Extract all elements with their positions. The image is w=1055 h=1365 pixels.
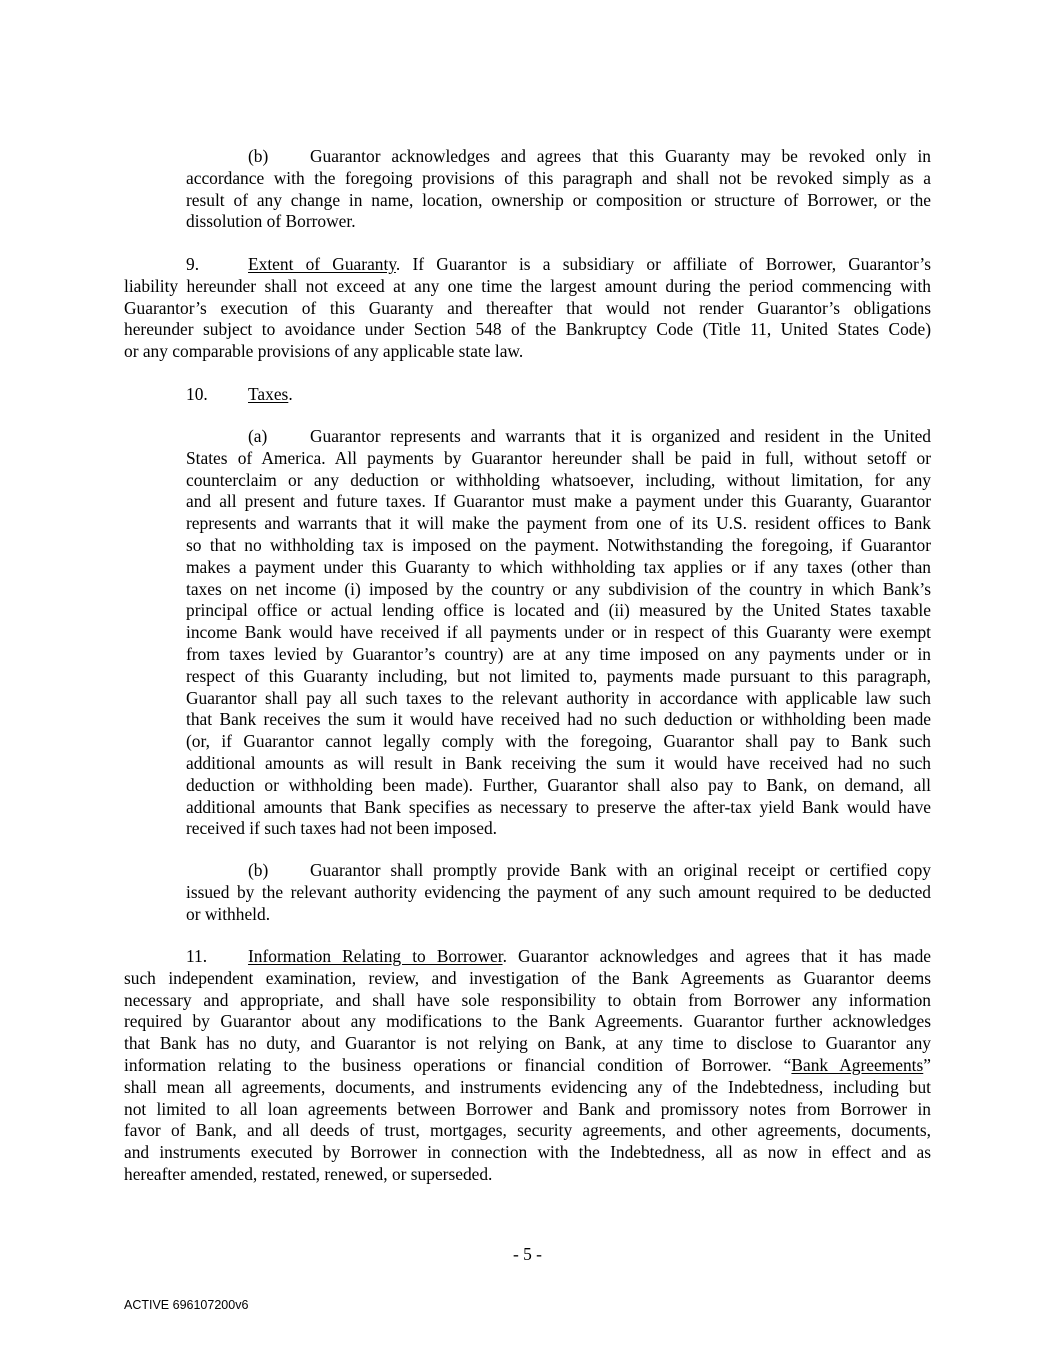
paragraph-11-line: such independent examination, review, and investigation of the Bank Agreements as Guarantor deems [124, 967, 931, 988]
paragraph-11-line: favor of Bank, and all deeds of trust, mortgages, security agreements, and other agreements, documents, [124, 1120, 931, 1141]
paragraph-9-line-5: or any comparable provisions of any applicable state law. [124, 341, 524, 362]
section-10-heading: Taxes [248, 384, 289, 404]
paragraph-10a-line: additional amounts as will result in Bank receiving the sum it would have received had no such [186, 752, 931, 773]
paragraph-11-line: and instruments executed by Borrower in connection with the Indebtedness, all as now in effect and as [124, 1142, 931, 1163]
paragraph-10a-line: principal office or actual lending office is located and (ii) measured by the United States taxable [186, 600, 931, 621]
paragraph-10b-line-1: (b) Guarantor shall promptly provide Bank with an original receipt or certified copy [248, 860, 931, 880]
paragraph-10a-line: represents and warrants that it will make the payment from one of its U.S. resident offices to Bank [186, 513, 931, 534]
paragraph-9 [124, 254, 931, 363]
paragraph-9-line-1: 9. Extent of Guaranty. If Guarantor is a subsidiary or affiliate of Borrower, Guarantor’s [186, 254, 931, 274]
paragraph-9-line-2: liability hereunder shall not exceed at any one time the largest amount during the period commencing with [124, 275, 931, 296]
paragraph-11-line-1: 11. Information Relating to Borrower. Guarantor acknowledges and agrees that it has made [186, 946, 931, 966]
paragraph-10a-line: additional amounts that Bank specifies as necessary to preserve the after-tax yield Bank would have [186, 796, 931, 817]
paragraph-11-line: not limited to all loan agreements between Borrower and Bank and promissory notes from Borrower in [124, 1098, 931, 1119]
paragraph-10b [186, 860, 931, 925]
section-9-heading: Extent of Guaranty [248, 254, 396, 274]
paragraph-10a-line: States of America. All payments by Guarantor hereunder shall be paid in full, without setoff or [186, 447, 931, 468]
paragraph-11-line: that Bank has no duty, and Guarantor is not relying on Bank, at any time to disclose to Guarantor any [124, 1033, 931, 1054]
paragraph-10a-line: respect of this Guaranty including, but not limited to, payments made pursuant to this paragraph, [186, 665, 931, 686]
paragraph-8b [186, 146, 931, 233]
paragraph-11-line: necessary and appropriate, and shall have sole responsibility to obtain from Borrower any information [124, 989, 931, 1010]
paragraph-8b-line-3: result of any change in name, location, ownership or composition or structure of Borrower, or the [186, 189, 931, 210]
paragraph-10a-line: (or, if Guarantor cannot legally comply with the foregoing, Guarantor shall pay to Bank such [186, 731, 931, 752]
section-10-number: 10. [186, 384, 208, 404]
paragraph-11-term-line: information relating to the business operations or financial condition of Borrower. “Bank Agreements” [124, 1054, 931, 1075]
paragraph-9-line-4: hereunder subject to avoidance under Section 548 of the Bankruptcy Code (Title 11, United States Code) [124, 319, 931, 340]
paragraph-10a-line: taxes on net income (i) imposed by the country or any subdivision of the country in which Bank’s [186, 578, 931, 599]
section-11-number: 11. [186, 946, 208, 966]
paragraph-9-line-3: Guarantor’s execution of this Guaranty and thereafter that would not render Guarantor’s obligations [124, 297, 931, 318]
paragraph-10a-line: Guarantor shall pay all such taxes to the relevant authority in accordance with applicable law such [186, 687, 931, 708]
paragraph-10a-line: from taxes levied by Guarantor’s country) are at any time imposed on any payments under or in [186, 643, 931, 664]
paragraph-10a-marker: (a) [248, 426, 268, 446]
paragraph-10a-line: income Bank would have received if all payments under or in respect of this Guaranty were exempt [186, 622, 931, 643]
paragraph-10b-line-3: or withheld. [186, 903, 271, 924]
paragraph-10a-line: so that no withholding tax is imposed on the payment. Notwithstanding the foregoing, if Guarantor [186, 534, 931, 555]
section-10-heading-line: 10. Taxes. [186, 384, 293, 404]
paragraph-8b-line-2: accordance with the foregoing provisions of this paragraph and shall not be revoked simply as a [186, 167, 931, 188]
paragraph-10a-line-1: (a) Guarantor represents and warrants that it is organized and resident in the United [248, 426, 931, 446]
section-11-heading: Information Relating to Borrower [248, 946, 503, 966]
paragraph-10b-line-2: issued by the relevant authority evidencing the payment of any such amount required to be deducted [186, 881, 931, 902]
paragraph-11-line: hereafter amended, restated, renewed, or superseded. [124, 1163, 493, 1184]
paragraph-10a-line: deduction or withholding been made). Further, Guarantor shall also pay to Bank, on demand, all [186, 774, 931, 795]
paragraph-8b-line-4: dissolution of Borrower. [186, 211, 356, 232]
paragraph-10a-line: that Bank receives the sum it would have received had no such deduction or withholding been made [186, 709, 931, 730]
paragraph-11-line: shall mean all agreements, documents, and instruments evidencing any of the Indebtedness, including but [124, 1076, 931, 1097]
paragraph-10a-line: counterclaim or any deduction or withholding whatsoever, including, without limitation, for any [186, 469, 931, 490]
paragraph-10b-marker: (b) [248, 860, 269, 880]
paragraph-8b-line-1: (b) Guarantor acknowledges and agrees that this Guaranty may be revoked only in [248, 146, 931, 166]
document-id: ACTIVE 696107200v6 [124, 1298, 249, 1312]
paragraph-11 [124, 946, 931, 1186]
paragraph-10a-line: and all present and future taxes. If Guarantor must make a payment under this Guaranty, Guarantor [186, 491, 931, 512]
paragraph-11-line: required by Guarantor about any modifications to the Bank Agreements. Guarantor further acknowledges [124, 1011, 931, 1032]
paragraph-10a-line: received if such taxes had not been imposed. [186, 818, 497, 839]
paragraph-8b-marker: (b) [248, 146, 269, 166]
section-9-number: 9. [186, 254, 200, 274]
page-number: - 5 - [513, 1244, 542, 1264]
paragraph-10a [186, 426, 931, 840]
defined-term-bank-agreements: Bank Agreements [791, 1054, 924, 1075]
paragraph-10a-line: makes a payment under this Guaranty to which withholding tax applies or if any taxes (other than [186, 556, 931, 577]
